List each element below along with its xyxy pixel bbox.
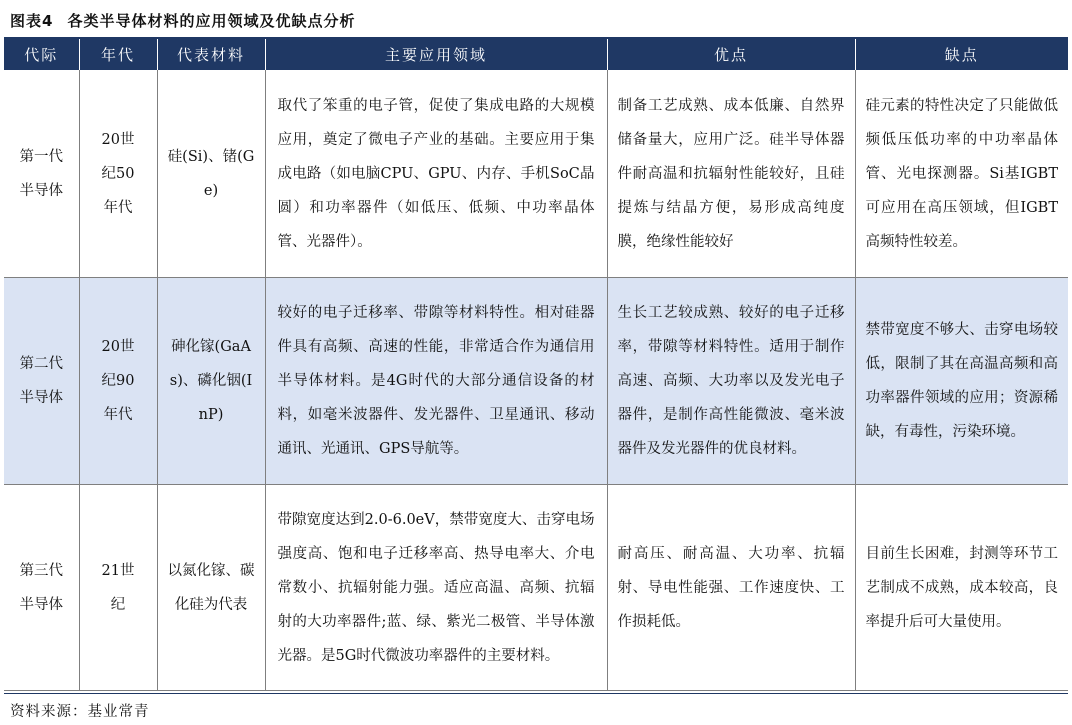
figure-number: 图表4	[10, 12, 54, 30]
cell-material: 砷化镓(GaAs)、磷化铟(InP)	[157, 278, 265, 485]
table-row	[4, 70, 1068, 278]
bottom-rule	[4, 693, 1068, 694]
cell-pros: 耐高压、耐高温、大功率、抗辐射、导电性能强、工作速度快、工作损耗低。	[607, 485, 855, 691]
cell-generation: 第一代半导体	[4, 70, 79, 278]
header-applications: 主要应用领域	[265, 39, 607, 70]
header-cons: 缺点	[855, 39, 1068, 70]
semiconductor-table	[4, 39, 1068, 691]
header-era: 年代	[79, 39, 157, 70]
cell-cons: 硅元素的特性决定了只能做低频低压低功率的中功率晶体管、光电探测器。Si基IGBT可应用在高压领域，但IGBT高频特性较差。	[855, 70, 1068, 278]
header-row	[4, 39, 1068, 70]
header-pros: 优点	[607, 39, 855, 70]
cell-generation: 第三代半导体	[4, 485, 79, 691]
cell-era: 20世纪90年代	[79, 278, 157, 485]
cell-generation: 第二代半导体	[4, 278, 79, 485]
cell-applications: 取代了笨重的电子管，促使了集成电路的大规模应用，奠定了微电子产业的基础。主要应用于集成电路（如电脑CPU、GPU、内存、手机SoC晶圆）和功率器件（如低压、低频、中功率晶体管、光器件）。	[265, 70, 607, 278]
cell-applications: 带隙宽度达到2.0-6.0eV，禁带宽度大、击穿电场强度高、饱和电子迁移率高、热导电率大、介电常数小、抗辐射能力强。适应高温、高频、抗辐射的大功率器件;蓝、绿、紫光二极管、半导体激光器。是5G时代微波功率器件的主要材料。	[265, 485, 607, 691]
cell-cons: 目前生长困难，封测等环节工艺制成不成熟，成本较高，良率提升后可大量使用。	[855, 485, 1068, 691]
cell-pros: 制备工艺成熟、成本低廉、自然界储备量大，应用广泛。硅半导体器件耐高温和抗辐射性能较好，且硅提炼与结晶方便，易形成高纯度膜，绝缘性能较好	[607, 70, 855, 278]
header-generation: 代际	[4, 39, 79, 70]
cell-era: 21世纪	[79, 485, 157, 691]
cell-cons: 禁带宽度不够大、击穿电场较低，限制了其在高温高频和高功率器件领域的应用；资源稀缺，有毒性，污染环境。	[855, 278, 1068, 485]
source-note: 资料来源：基业常青	[10, 704, 150, 720]
cell-applications: 较好的电子迁移率、带隙等材料特性。相对硅器件具有高频、高速的性能，非常适合作为通信用半导体材料。是4G时代的大部分通信设备的材料，如毫米波器件、发光器件、卫星通讯、移动通讯、光通讯、GPS导航等。	[265, 278, 607, 485]
cell-material: 硅(Si)、锗(Ge)	[157, 70, 265, 278]
figure-caption: 各类半导体材料的应用领域及优缺点分析	[67, 12, 356, 30]
table-row	[4, 278, 1068, 485]
cell-pros: 生长工艺较成熟、较好的电子迁移率，带隙等材料特性。适用于制作高速、高频、大功率以及发光电子器件，是制作高性能微波、毫米波器件及发光器件的优良材料。	[607, 278, 855, 485]
header-material: 代表材料	[157, 39, 265, 70]
table-row	[4, 485, 1068, 691]
figure-title	[10, 8, 355, 34]
cell-era: 20世纪50年代	[79, 70, 157, 278]
cell-material: 以氮化镓、碳化硅为代表	[157, 485, 265, 691]
